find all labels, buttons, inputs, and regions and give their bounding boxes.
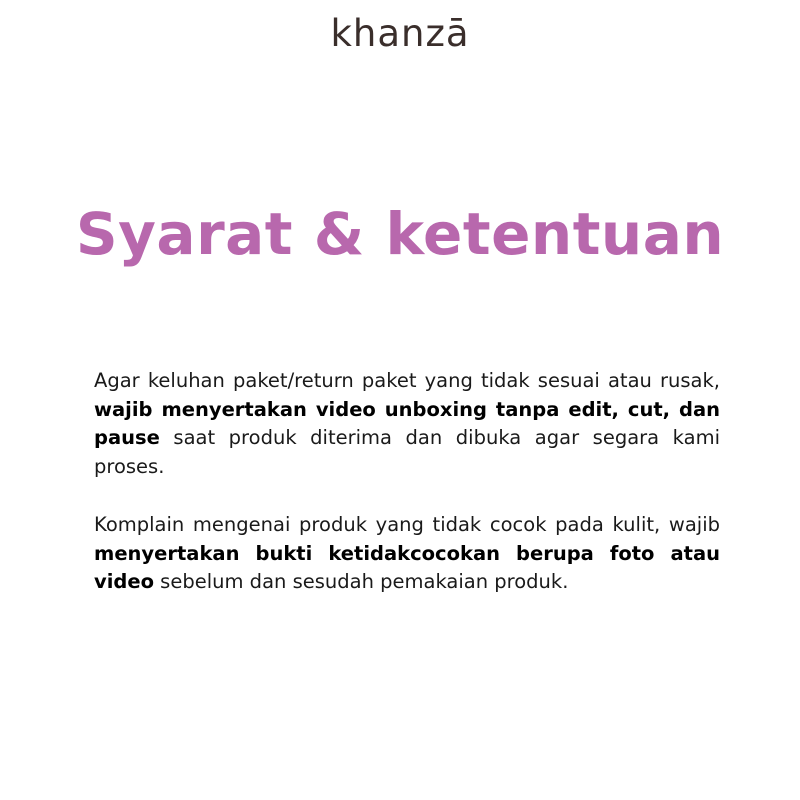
paragraph-text: Komplain mengenai produk yang tidak cocok pada kulit, wajib [94, 512, 720, 536]
paragraph-text: sebelum dan sesudah pemakaian produk. [153, 570, 569, 594]
terms-content [94, 367, 720, 626]
paragraph-emphasis: wajib menyertakan video unboxing tanpa edit, cut, dan pause [94, 397, 720, 450]
paragraph-emphasis: menyertakan bukti ketidakcocokan berupa foto atau video [94, 541, 720, 594]
brand-logo: khanzā [330, 12, 470, 55]
paragraph-text: Agar keluhan paket/return paket yang tidak sesuai atau rusak, [94, 369, 720, 392]
page-title: Syarat & ketentuan [75, 200, 725, 268]
terms-paragraph-return [94, 367, 720, 482]
paragraph-text: saat produk diterima dan dibuka agar segara kami proses. [94, 426, 720, 479]
terms-paragraph-complaint [94, 511, 720, 597]
